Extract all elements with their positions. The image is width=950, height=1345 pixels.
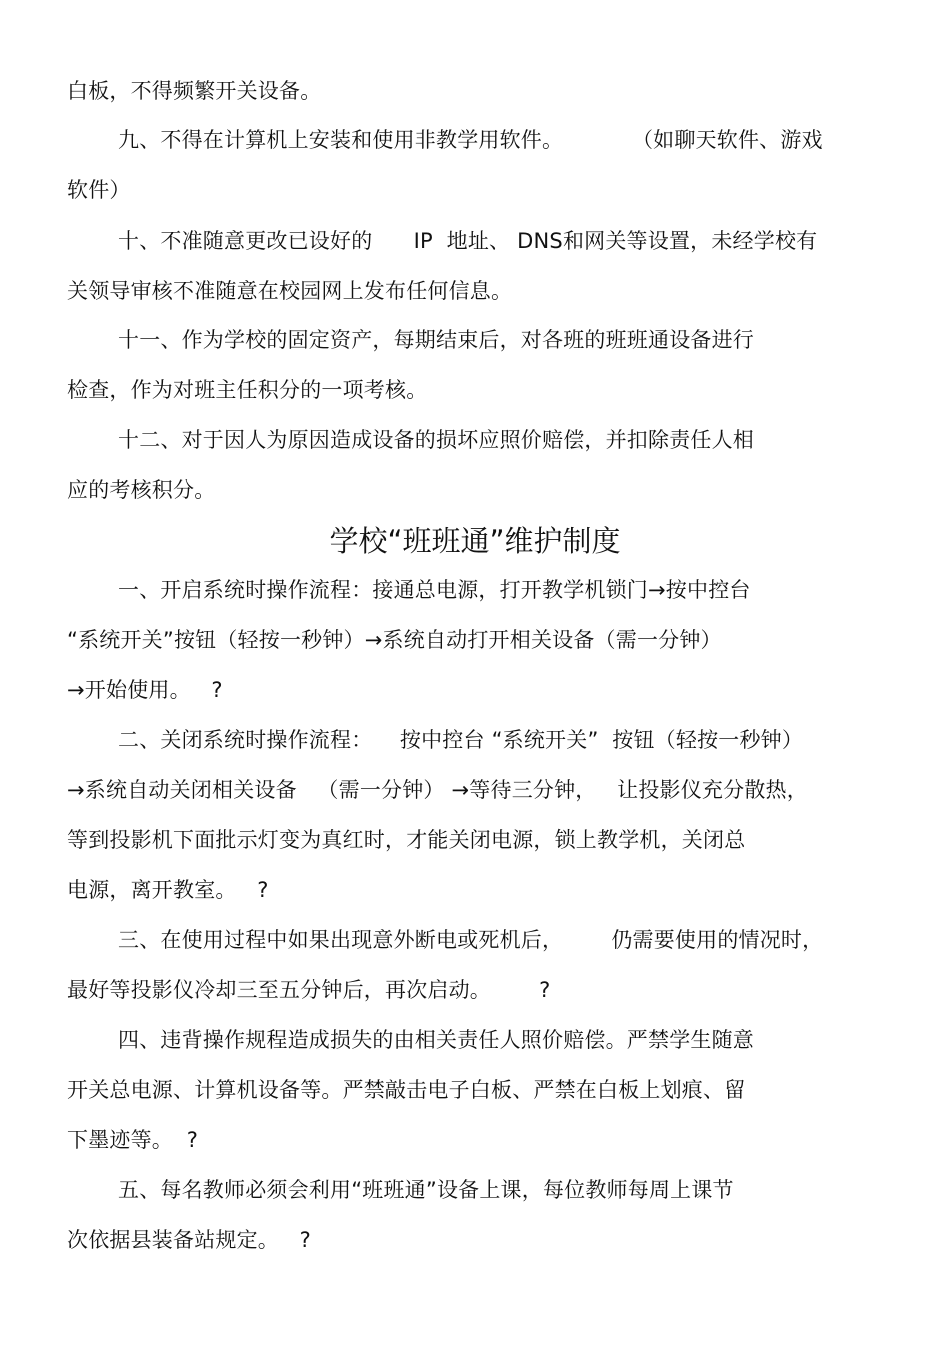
text-line: 白板，不得频繁开关设备。: [67, 79, 322, 103]
text-line: 三、在使用过程中如果出现意外断电或死机后， 仍需要使用的情况时，: [118, 928, 824, 952]
text-line: “系统开关”按钮（轻按一秒钟）→系统自动打开相关设备（需一分钟）: [67, 628, 722, 652]
text-line: 九、不得在计算机上安装和使用非教学用软件。 （如聊天软件、游戏: [118, 128, 823, 152]
text-line: →系统自动关闭相关设备 （需一分钟） →等待三分钟， 让投影仪充分散热，: [67, 778, 808, 802]
text-line: 四、违背操作规程造成损失的由相关责任人照价赔偿。严禁学生随意: [118, 1028, 754, 1052]
text-line: 关领导审核不准随意在校园网上发布任何信息。: [67, 279, 513, 303]
text-line: 应的考核积分。: [67, 478, 216, 502]
text-line: 下墨迹等。 ?: [67, 1128, 199, 1152]
section-title: 学校“班班通”维护制度: [329, 524, 621, 558]
text-line: 软件）: [67, 178, 131, 202]
text-line: 一、开启系统时操作流程：接通总电源，打开教学机锁门→按中控台: [118, 578, 751, 602]
text-line: 检查，作为对班主任积分的一项考核。: [67, 378, 428, 402]
text-line: 次依据县装备站规定。 ?: [67, 1228, 311, 1252]
text-line: →开始使用。 ?: [67, 678, 223, 702]
text-line: 二、关闭系统时操作流程： 按中控台 “系统开关” 按钮（轻按一秒钟）: [118, 728, 804, 752]
text-line: 最好等投影仪冷却三至五分钟后，再次启动。 ?: [67, 978, 551, 1002]
text-line: 十、不准随意更改已设好的 IP 地址、 DNS和网关等设置，未经学校有: [118, 229, 818, 253]
text-line: 等到投影机下面批示灯变为真红时，才能关闭电源，锁上教学机，关闭总: [67, 828, 746, 852]
text-line: 十二、对于因人为原因造成设备的损坏应照价赔偿，并扣除责任人相: [118, 428, 754, 452]
text-line: 十一、作为学校的固定资产，每期结束后，对各班的班班通设备进行: [118, 328, 754, 352]
text-line: 电源，离开教室。 ?: [67, 878, 269, 902]
text-line: 开关总电源、计算机设备等。严禁敲击电子白板、严禁在白板上划痕、留: [67, 1078, 746, 1102]
text-line: 五、每名教师必须会利用“班班通”设备上课，每位教师每周上课节: [118, 1178, 734, 1202]
